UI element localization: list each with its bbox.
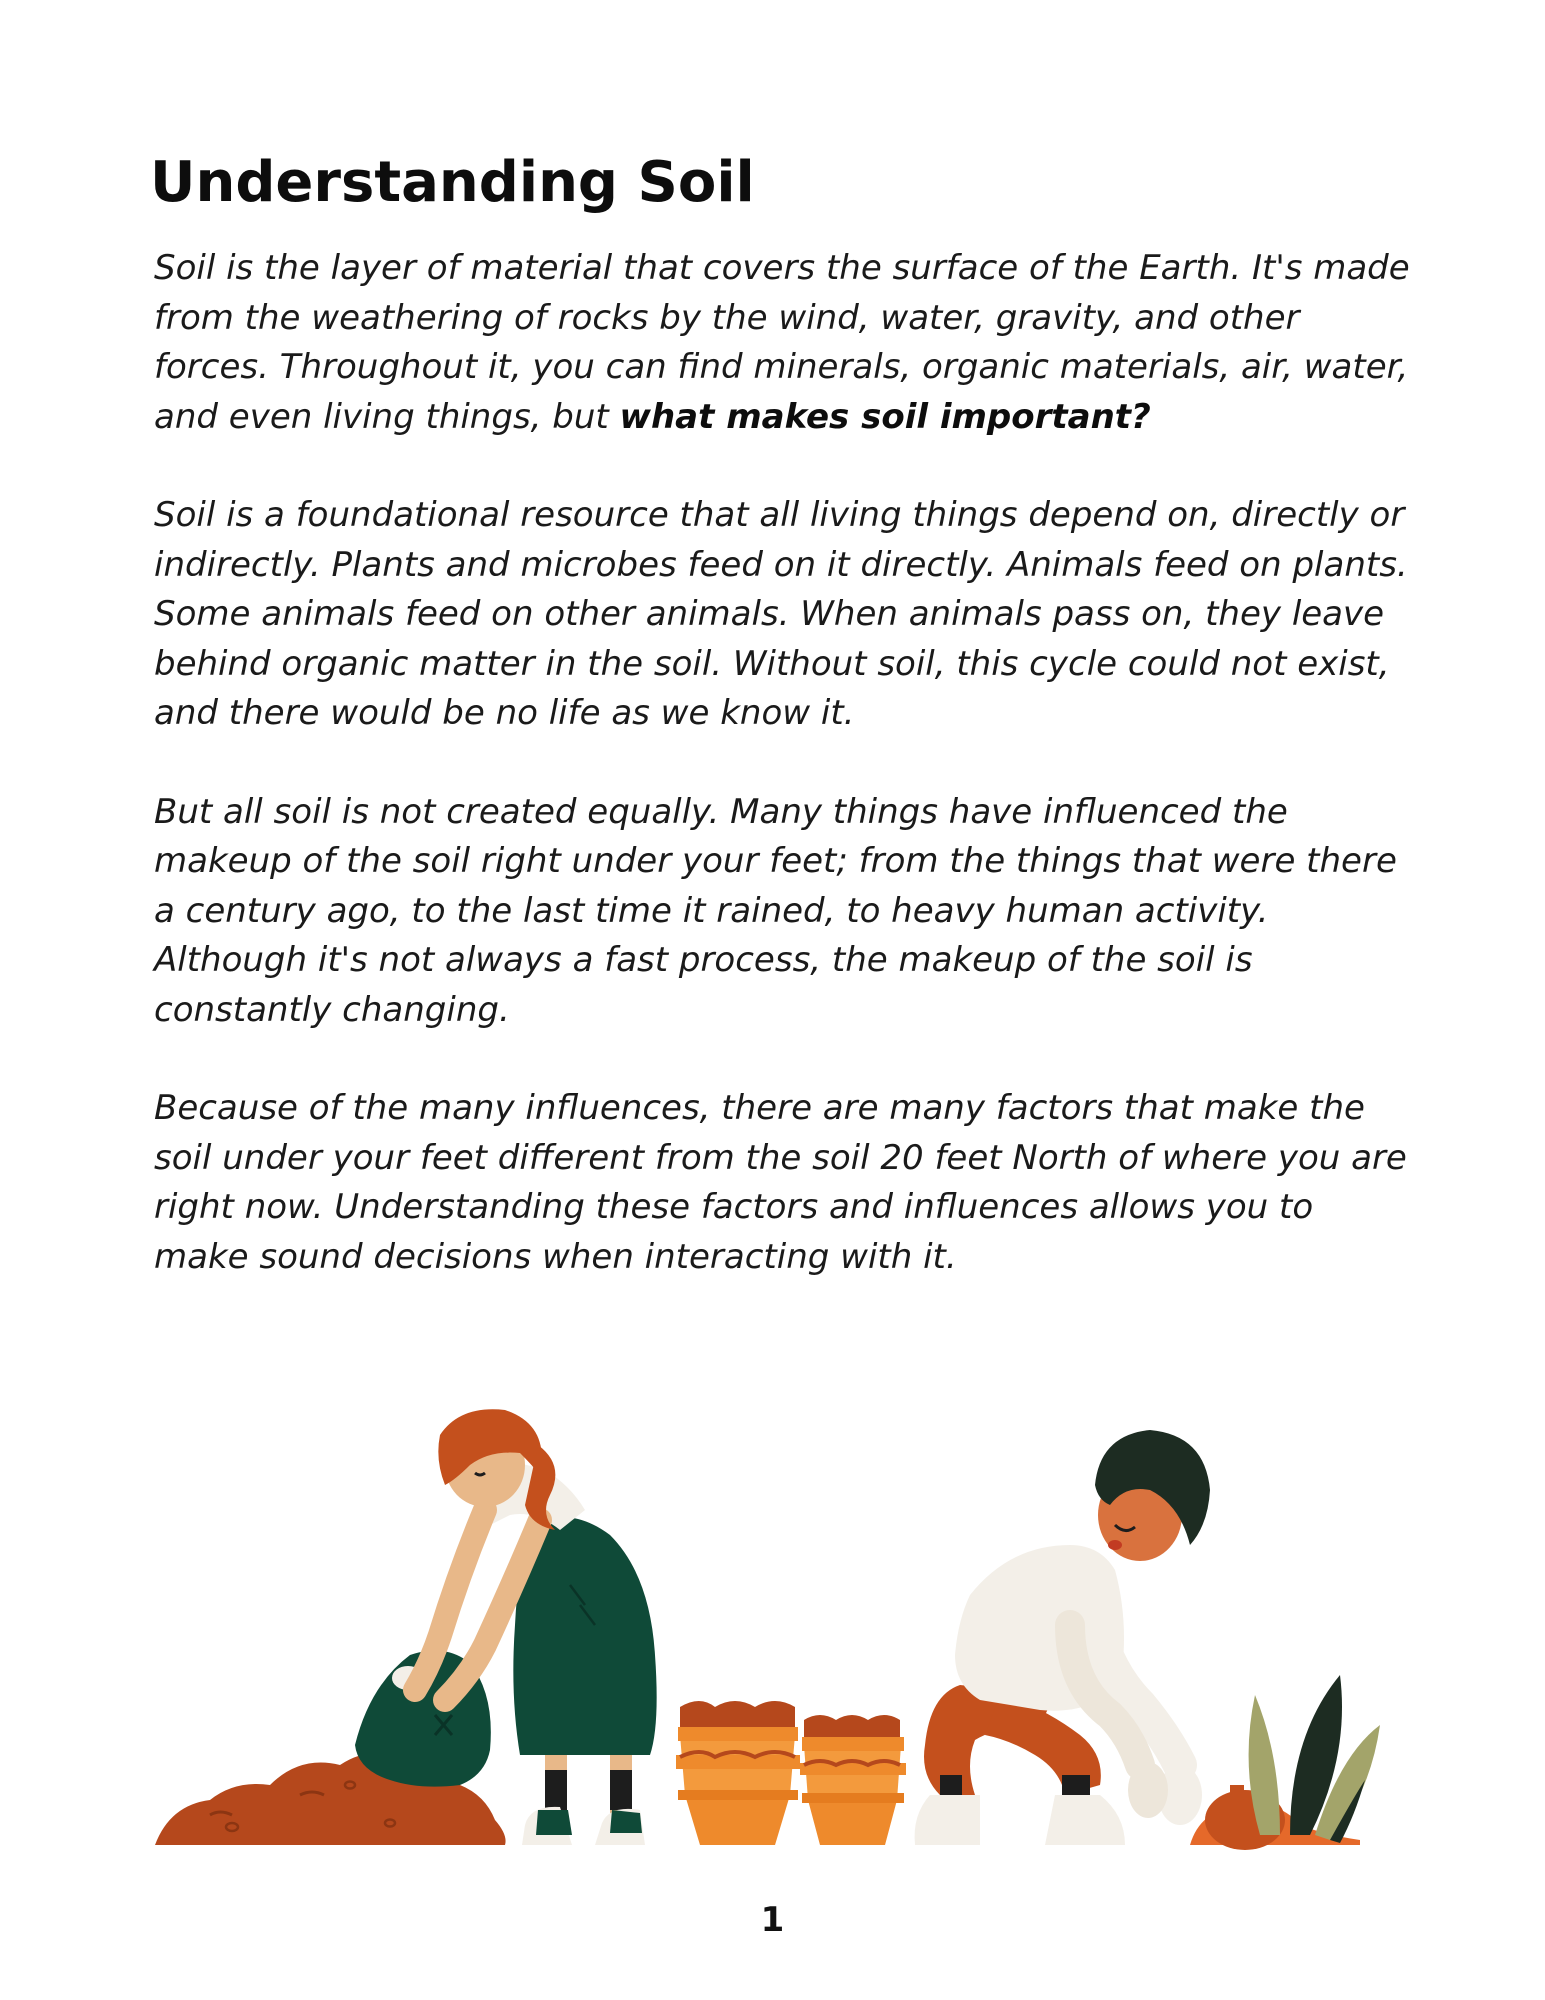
gardening-illustration: [140, 1395, 1410, 1855]
flower-pots-icon: [676, 1701, 906, 1845]
paragraph-1: [154, 244, 1414, 442]
page-number: 1: [760, 1900, 785, 1940]
paragraph-1-text: Soil is the layer of material that covers the surface of the Earth. It's made from the weathering of rocks by the wind, water, gravity, and other forces. Throughout it, you can find minerals, organic materials, air, water, and even living things, but: [154, 248, 1410, 437]
man-planting-icon: [915, 1430, 1380, 1850]
paragraph-4: Because of the many influences, there are many factors that make the soil under your feet different from the soil 20 feet North of where you are right now. Understanding these factors and influences allows you to make sound decisions when interacting with it.: [154, 1088, 1407, 1277]
paragraph-3: But all soil is not created equally. Many things have influenced the makeup of the soil right under your feet; from the things that were there a century ago, to the last time it rained, to heavy human activity. Although it's not always a fast process, the makeup of the soil is constantly changing.: [154, 791, 1397, 1030]
body-text: [154, 244, 1414, 1331]
woman-pouring-soil-icon: [155, 1409, 657, 1845]
paragraph-1-bold: what makes soil important?: [619, 396, 1151, 437]
page-title: Understanding Soil: [150, 150, 755, 215]
paragraph-2: Soil is a foundational resource that all living things depend on, directly or indirectly. Plants and microbes feed on it directly. Animals feed on plants. Some animals feed on other animals. When animals pass on, they leave behind organic matter in the soil. Without soil, this cycle could not exist, and there would be no life as we know it.: [154, 495, 1408, 733]
